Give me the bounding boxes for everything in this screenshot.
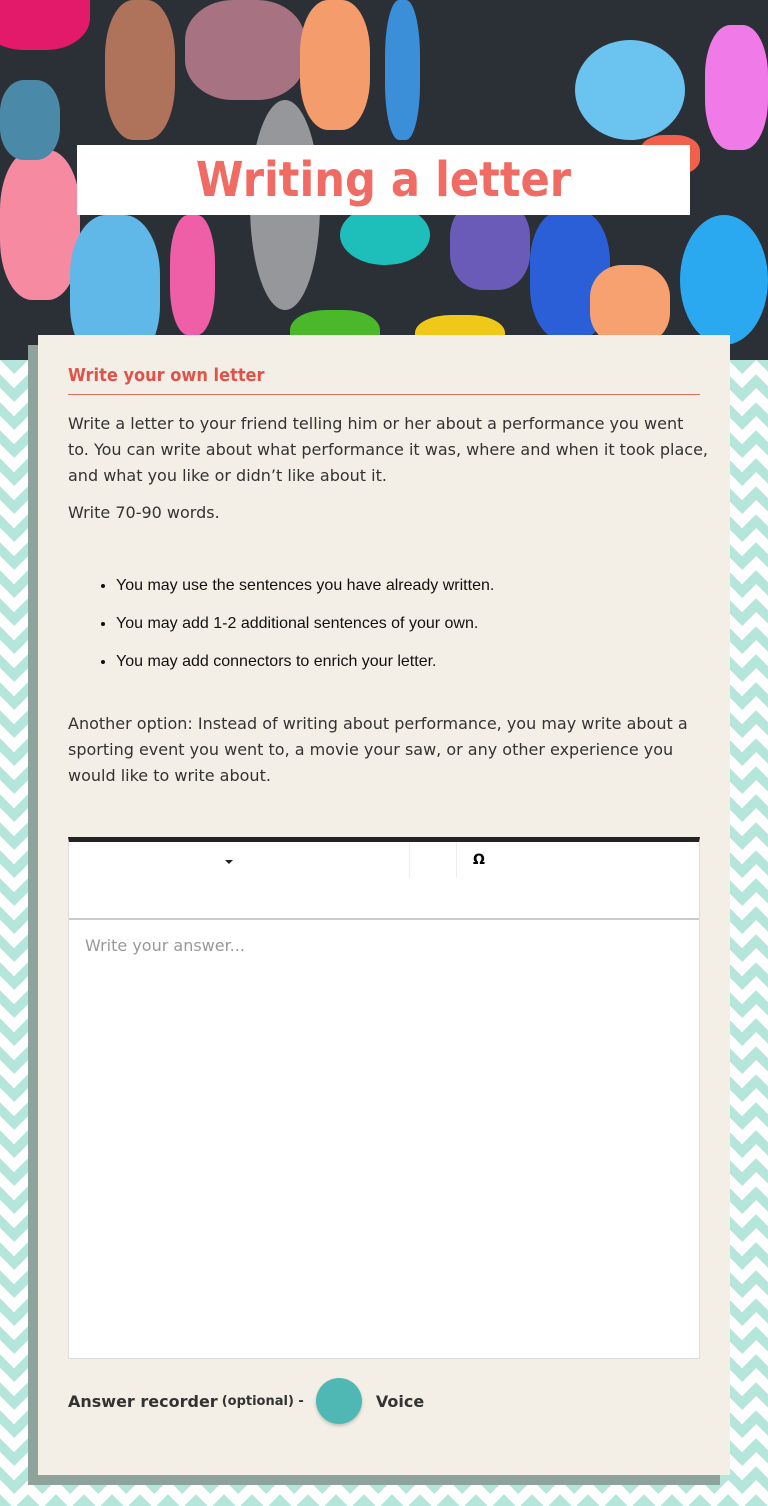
answer-input[interactable]: Write your answer... — [85, 936, 245, 955]
list-item: • You may add 1-2 additional sentences of your own. — [116, 605, 494, 643]
tips-list — [116, 567, 494, 681]
recorder-label: Answer recorder — [68, 1391, 218, 1411]
recorder-optional: (optional) - — [221, 1393, 304, 1409]
list-item: • You may use the sentences you have already written. — [116, 567, 494, 605]
worksheet-card — [38, 335, 730, 1475]
list-item: • You may add connectors to enrich your letter. — [116, 643, 494, 681]
header-banner — [0, 0, 768, 360]
answer-editor — [68, 837, 700, 1359]
answer-recorder — [68, 1378, 424, 1424]
editor-toolbar — [69, 842, 699, 920]
toolbar-divider — [409, 842, 410, 878]
toolbar-divider — [456, 842, 457, 878]
record-button[interactable] — [316, 1378, 362, 1424]
voice-label: Voice — [375, 1391, 425, 1411]
option-text: Another option: Instead of writing about performance, you may write about a sporting event you went to, a movie your saw, or any other experience you would like to write about. — [68, 714, 688, 785]
dropdown-caret-icon[interactable] — [225, 860, 233, 864]
special-character-button[interactable]: Ω — [473, 852, 485, 868]
page-title: Writing a letter — [195, 152, 572, 208]
title-box — [77, 145, 690, 215]
intro-text: Write a letter to your friend telling him or her about a performance you went to. You can write about what performance it was, where and when it took place, and what you like or didn’t like about it. — [68, 414, 709, 485]
section-title: Write your own letter — [68, 365, 700, 395]
word-count-text: Write 70-90 words. — [68, 503, 220, 522]
